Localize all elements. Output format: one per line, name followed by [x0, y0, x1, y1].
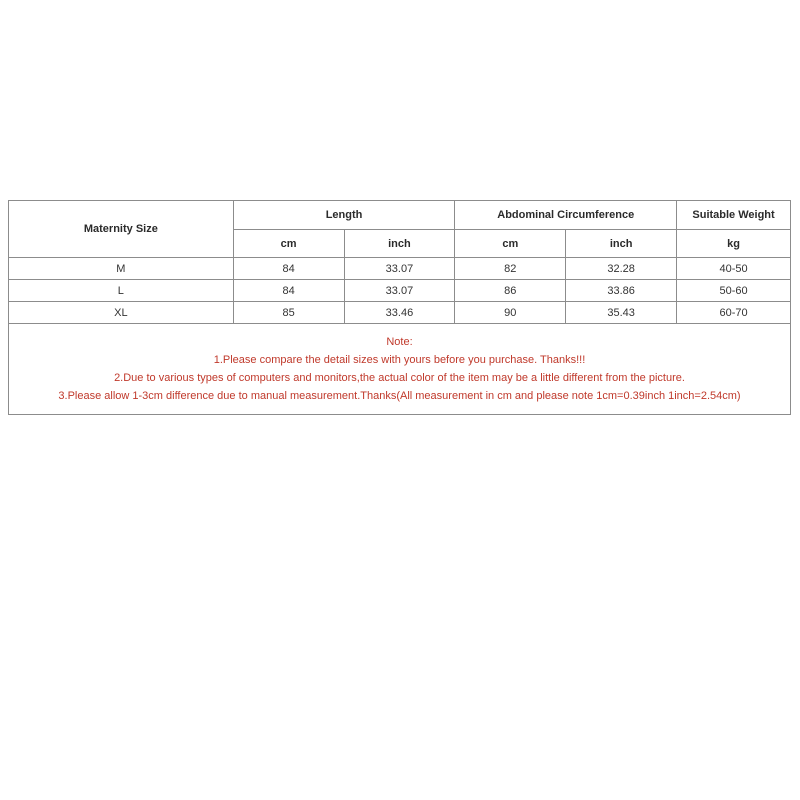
cell-abdominal-inch: 35.43	[566, 302, 677, 324]
subheader-length-inch: inch	[344, 230, 455, 258]
cell-size: M	[9, 258, 234, 280]
notes-cell	[9, 324, 791, 415]
header-length: Length	[233, 201, 455, 230]
notes-row	[9, 324, 791, 415]
note-line-1: 1.Please compare the detail sizes with yours before you purchase. Thanks!!!	[213, 354, 586, 366]
note-line-3: 3.Please allow 1-3cm difference due to manual measurement.Thanks(All measurement in cm and please note 1cm=0.39inch 1inch=2.54cm)	[58, 390, 741, 402]
cell-size: L	[9, 280, 234, 302]
table-row	[9, 258, 791, 280]
note-line-2: 2.Due to various types of computers and monitors,the actual color of the item may be a little different from the picture.	[114, 372, 685, 384]
subheader-abdominal-inch: inch	[566, 230, 677, 258]
header-row	[9, 201, 791, 230]
header-suitable-weight: Suitable Weight	[677, 201, 791, 230]
subheader-weight-kg: kg	[677, 230, 791, 258]
cell-length-inch: 33.07	[344, 280, 455, 302]
cell-length-inch: 33.07	[344, 258, 455, 280]
cell-abdominal-cm: 90	[455, 302, 566, 324]
note-title: Note:	[386, 336, 413, 348]
cell-size: XL	[9, 302, 234, 324]
header-abdominal-circumference: Abdominal Circumference	[455, 201, 677, 230]
cell-abdominal-inch: 33.86	[566, 280, 677, 302]
size-chart-table	[8, 200, 791, 415]
cell-length-cm: 84	[233, 258, 344, 280]
cell-abdominal-inch: 32.28	[566, 258, 677, 280]
table-row	[9, 280, 791, 302]
table-row	[9, 302, 791, 324]
cell-length-inch: 33.46	[344, 302, 455, 324]
cell-weight: 60-70	[677, 302, 791, 324]
header-maternity-size: Maternity Size	[9, 201, 234, 258]
subheader-abdominal-cm: cm	[455, 230, 566, 258]
cell-weight: 40-50	[677, 258, 791, 280]
cell-abdominal-cm: 86	[455, 280, 566, 302]
cell-weight: 50-60	[677, 280, 791, 302]
cell-abdominal-cm: 82	[455, 258, 566, 280]
cell-length-cm: 85	[233, 302, 344, 324]
cell-length-cm: 84	[233, 280, 344, 302]
subheader-length-cm: cm	[233, 230, 344, 258]
